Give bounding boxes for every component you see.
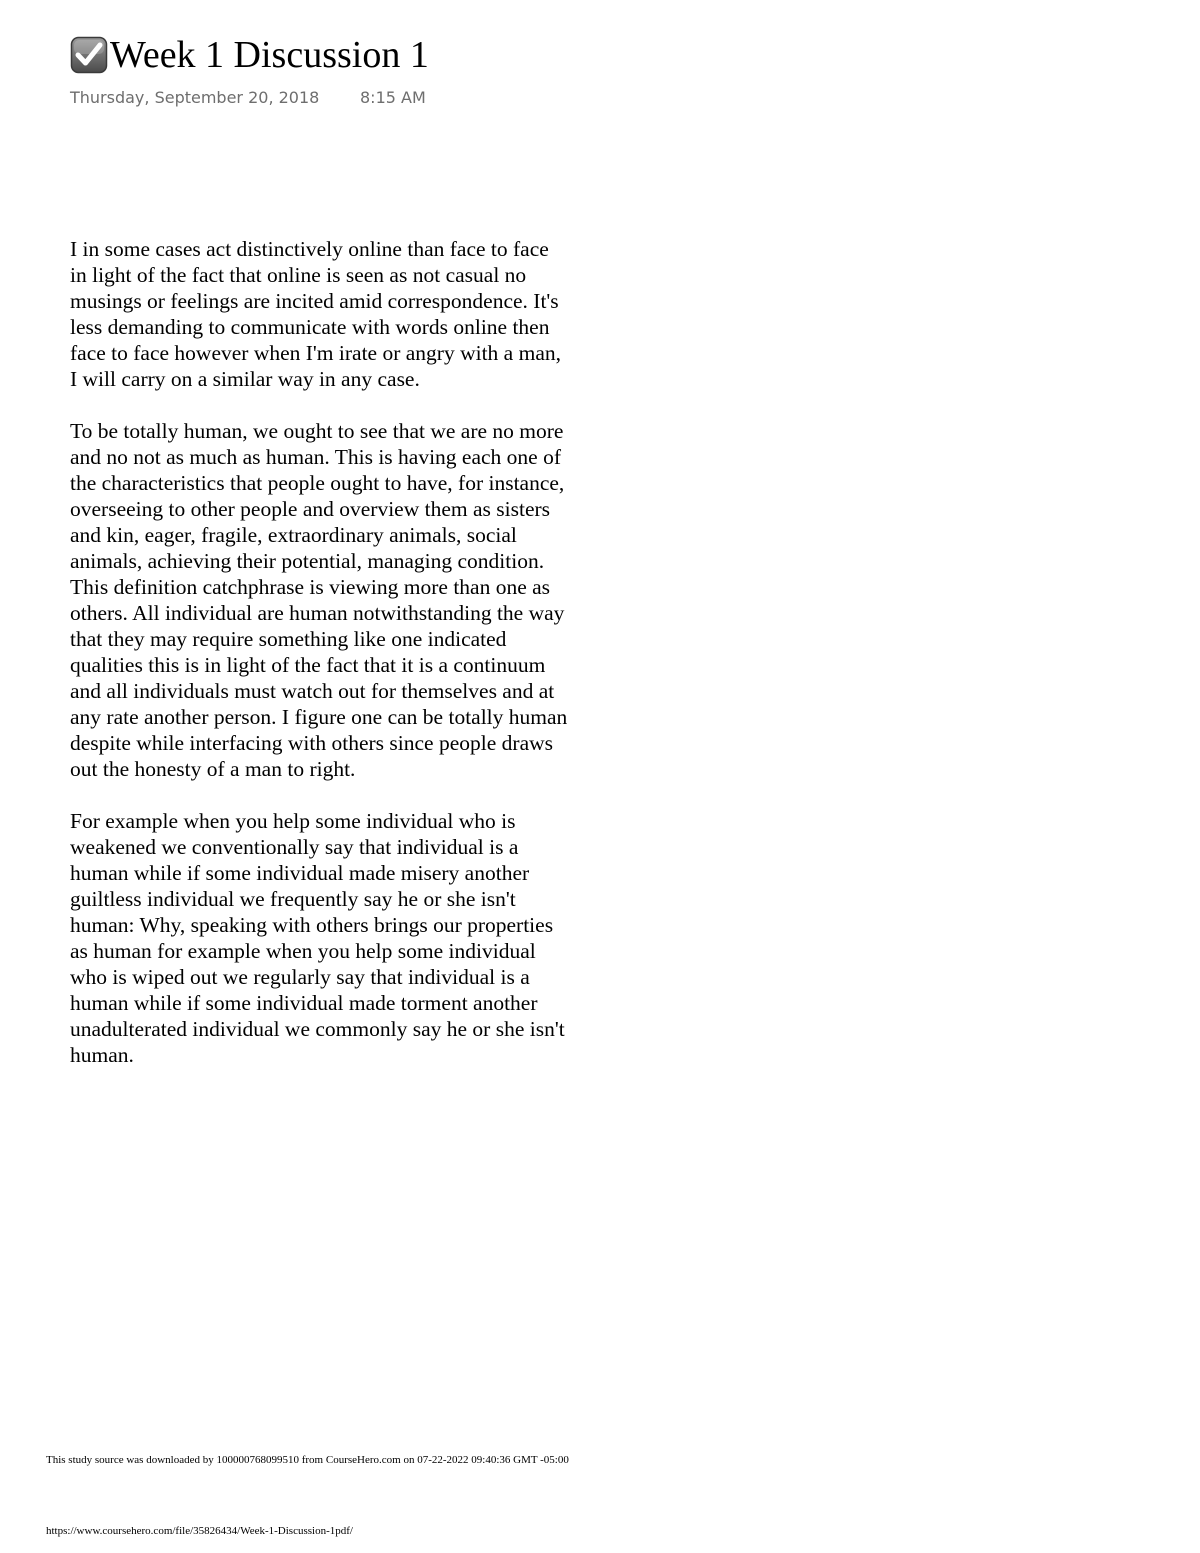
body-paragraph-3: For example when you help some individual who is weakened we conventionally say that individual is a human while if some individual made misery another guiltless individual we frequently say he or she isn't human: Why, speaking with others brings our properties as human for example when you help some individual who is wiped out we regularly say that individual is a human while if some individual made torment another unadulterated individual we commonly say he or she isn't human. xyxy=(70,809,565,1067)
note-time: 8:15 AM xyxy=(360,88,426,107)
body-paragraph-2: To be totally human, we ought to see that we are no more and no not as much as human. This is having each one of the characteristics that people ought to have, for instance, overseeing to other people and overview them as sisters and kin, eager, fragile, extraordinary animals, social animals, achieving their potential, managing condition. This definition catchphrase is viewing more than one as others. All individual are human notwithstanding the way that they may require something like one indicated qualities this is in light of the fact that it is a continuum and all individuals must watch out for themselves and at any rate another person. I figure one can be totally human despite while interfacing with others since people draws out the honesty of a man to right. xyxy=(70,419,568,781)
note-date: Thursday, September 20, 2018 xyxy=(70,88,320,107)
note-body xyxy=(70,236,630,1094)
download-source-note: This study source was downloaded by 100000768099510 from CourseHero.com on 07-22-2022 09:40:36 GMT -05:00 xyxy=(46,1454,569,1466)
page-header xyxy=(70,30,870,112)
note-metadata xyxy=(70,88,870,112)
source-url: https://www.coursehero.com/file/35826434/Week-1-Discussion-1pdf/ xyxy=(46,1525,353,1537)
checkbox-checked-icon xyxy=(70,36,108,74)
body-paragraph-1: I in some cases act distinctively online than face to face in light of the fact that online is seen as not casual no musings or feelings are incited amid correspondence. It's less demanding to communicate with words online then face to face however when I'm irate or angry with a man, I will carry on a similar way in any case. xyxy=(70,237,561,391)
title-row xyxy=(70,30,870,80)
page-title: Week 1 Discussion 1 xyxy=(110,34,429,76)
